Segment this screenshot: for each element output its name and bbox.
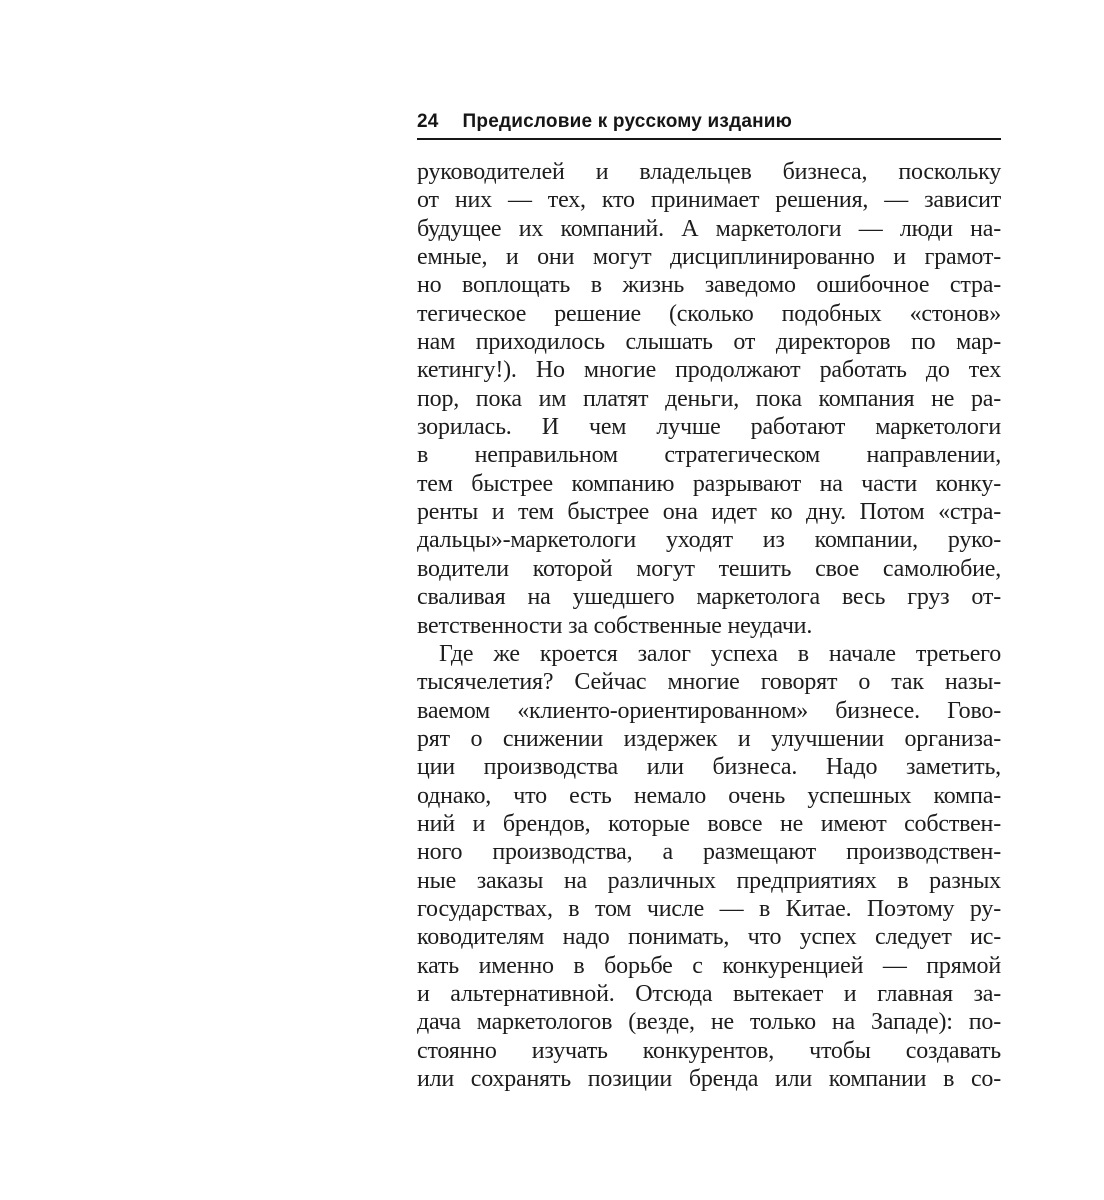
body-text xyxy=(417,158,1001,1093)
text-line: кетингу!). Но многие продолжают работать до тех xyxy=(417,357,1001,384)
text-line: ренты и тем быстрее она идет ко дну. Потом «стра- xyxy=(417,499,1001,526)
text-line: но воплощать в жизнь заведомо ошибочное стра- xyxy=(417,272,1001,299)
text-line: ветственности за собственные неудачи. xyxy=(417,612,813,639)
text-line: или сохранять позиции бренда или компании в со- xyxy=(417,1066,1001,1092)
text-line: зорилась. И чем лучше работают маркетологи xyxy=(417,414,1001,441)
text-line: государствах, в том числе — в Китае. Поэтому ру- xyxy=(417,895,1001,922)
text-line: рят о снижении издержек и улучшении организа- xyxy=(417,725,1001,752)
text-line: ководителям надо понимать, что успех следует ис- xyxy=(417,924,1001,951)
text-line: в неправильном стратегическом направлении, xyxy=(417,442,1001,469)
text-line: кать именно в борьбе с конкуренцией — прямой xyxy=(417,952,1001,979)
text-line: дальцы»-маркетологи уходят из компании, руко- xyxy=(417,527,1001,554)
text-line: тем быстрее компанию разрывают на части конку- xyxy=(417,470,1001,497)
text-line: ного производства, а размещают производствен- xyxy=(417,839,1001,866)
page-number: 24 xyxy=(417,111,439,132)
text-line: от них — тех, кто принимает решения, — зависит xyxy=(417,187,1001,214)
text-line: нам приходилось слышать от директоров по мар- xyxy=(417,329,1001,356)
text-line: пор, пока им платят деньги, пока компания не ра- xyxy=(417,385,1001,412)
text-line: ваемом «клиенто-ориентированном» бизнесе. Гово- xyxy=(417,697,1001,724)
text-line: сваливая на ушедшего маркетолога весь груз от- xyxy=(417,584,1001,611)
text-line: ний и брендов, которые вовсе не имеют собствен- xyxy=(417,810,1001,837)
text-line: тегическое решение (сколько подобных «стонов» xyxy=(417,300,1001,327)
text-line: Где же кроется залог успеха в начале третьего xyxy=(439,640,1001,667)
text-line: будущее их компаний. А маркетологи — люди на- xyxy=(417,215,1001,242)
text-line: дача маркетологов (везде, не только на Западе): по- xyxy=(417,1009,1001,1036)
text-line: емные, и они могут дисциплинированно и грамот- xyxy=(417,244,1001,271)
text-line: тысячелетия? Сейчас многие говорят о так назы- xyxy=(417,669,1001,696)
text-line: руководителей и владельцев бизнеса, поскольку xyxy=(417,159,1001,185)
text-column xyxy=(417,112,1001,1093)
text-line: ции производства или бизнеса. Надо заметить, xyxy=(417,754,1001,781)
text-line: и альтернативной. Отсюда вытекает и главная за- xyxy=(417,980,1001,1007)
text-line: водители которой могут тешить свое самолюбие, xyxy=(417,555,1001,582)
text-line: однако, что есть немало очень успешных компа- xyxy=(417,782,1001,809)
chapter-title: Предисловие к русскому изданию xyxy=(462,111,793,132)
text-line: стоянно изучать конкурентов, чтобы создавать xyxy=(417,1037,1001,1064)
text-line: ные заказы на различных предприятиях в разных xyxy=(417,867,1001,894)
running-header xyxy=(417,112,1001,140)
